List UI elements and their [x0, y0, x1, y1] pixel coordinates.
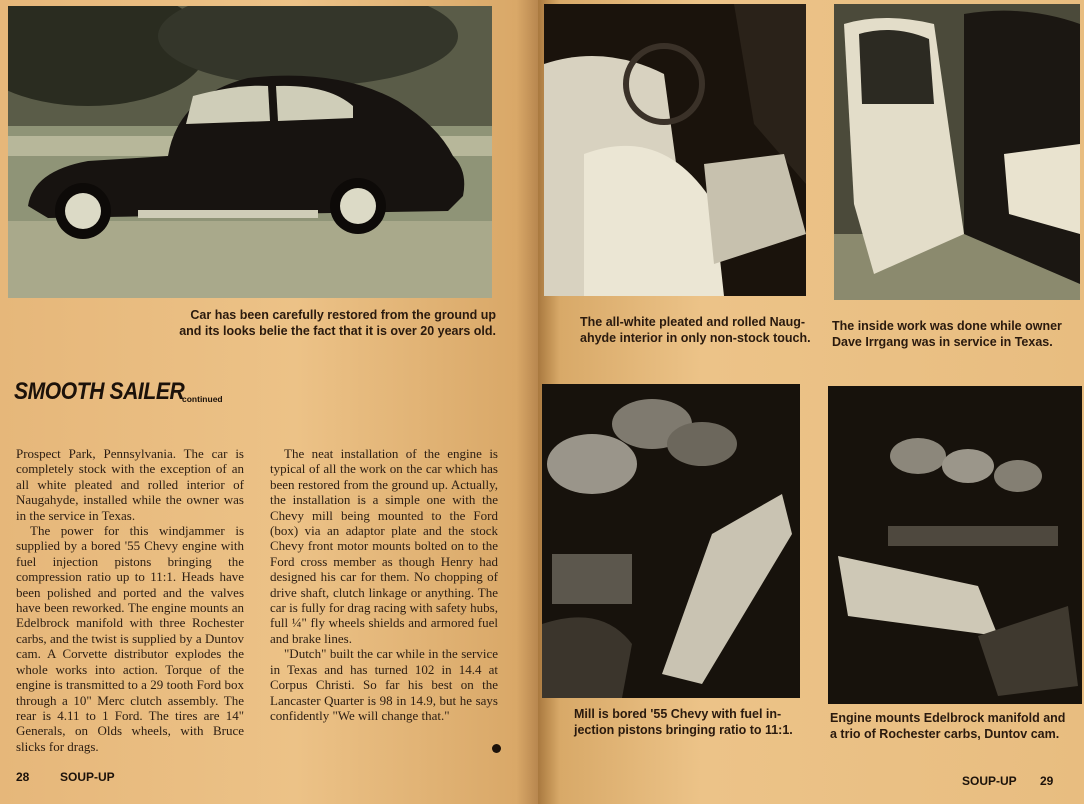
- caption-line: Dave Irrgang was in service in Texas.: [832, 335, 1053, 349]
- door-caption: [832, 318, 1082, 350]
- car-side-photo: [8, 6, 492, 298]
- engine-right-graphic: [828, 386, 1082, 704]
- paragraph: Prospect Park, Pennsylvania. The car is completely stock with the exception of an all white pleated and rolled interior of Naugahyde, installed while the owner was in the service in Texas.: [16, 446, 244, 523]
- door-photo-graphic: [834, 4, 1080, 300]
- right-page: [538, 0, 1084, 804]
- paragraph: The power for this windjammer is supplied by a bored '55 Chevy engine with fuel injection pistons bringing the compression ratio up to 11:1. Heads have been polished and ported and the valves have been reworked. The engine mounts an Edelbrock manifold with three Rochester carbs, and the twist is supplied by a Duntov cam. A Corvette distributor explodes the whole works into action. Torque of the engine is transmitted to a 29 tooth Ford box through a 10" Merc clutch assembly. The rear is 4.11 to 1 Ford. The tires are 14" Generals, on Olds wheels, with Bruce slicks for drags.: [16, 523, 244, 754]
- magazine-name-left: SOUP-UP: [60, 770, 115, 784]
- article-title: SMOOTH SAILER: [14, 378, 185, 405]
- caption-line: The inside work was done while owner: [832, 319, 1062, 333]
- car-photo-caption: [146, 307, 496, 339]
- text-column-2: [270, 446, 498, 723]
- engine-right-caption: [830, 710, 1084, 742]
- end-mark: [492, 744, 501, 753]
- engine-left-caption: [574, 706, 814, 738]
- interior-photo: [544, 4, 806, 296]
- page-number-right: 29: [1040, 774, 1054, 788]
- caption-line: jection pistons bringing ratio to 11:1.: [574, 723, 793, 737]
- left-page: [0, 0, 538, 804]
- text-column-1: [16, 446, 244, 754]
- interior-caption: [580, 314, 820, 346]
- open-door-photo: [834, 4, 1080, 300]
- paragraph: The neat installation of the engine is typical of all the work on the car which has been restored from the ground up. Actually, the installation is a simple one with the Chevy mill being mounted to the Ford (box) via an adaptor plate and the stock Chevy front motor mounts bolted on to the Ford cross member as though Henry had designed his car for them. No chopping of drive shaft, clutch linkage or anything. The car is fully for drag racing with safety hubs, full ¼" fly wheels shields and armored fuel and brake lines.: [270, 446, 498, 646]
- car-photo-graphic: [8, 6, 492, 298]
- magazine-name-right: SOUP-UP: [962, 774, 1017, 788]
- caption-line: Car has been carefully restored from the ground up: [190, 308, 496, 322]
- caption-line: Mill is bored '55 Chevy with fuel in-: [574, 707, 782, 721]
- caption-line: ahyde interior in only non-stock touch.: [580, 331, 811, 345]
- interior-photo-graphic: [544, 4, 806, 296]
- engine-photo-left: [542, 384, 800, 698]
- paragraph: "Dutch" built the car while in the service in Texas and has turned 102 in 14.4 at Corpus Christi. So far his best on the Lancaster Quarter is 98 in 14.9, but he says confidently "We will change that.": [270, 646, 498, 723]
- caption-line: The all-white pleated and rolled Naug-: [580, 315, 806, 329]
- caption-line: and its looks belie the fact that it is over 20 years old.: [179, 324, 496, 338]
- caption-line: Engine mounts Edelbrock manifold and: [830, 711, 1066, 725]
- continued-label: continued: [182, 394, 223, 404]
- engine-photo-right: [828, 386, 1082, 704]
- caption-line: a trio of Rochester carbs, Duntov cam.: [830, 727, 1060, 741]
- page-number-left: 28: [16, 770, 30, 784]
- engine-left-graphic: [542, 384, 800, 698]
